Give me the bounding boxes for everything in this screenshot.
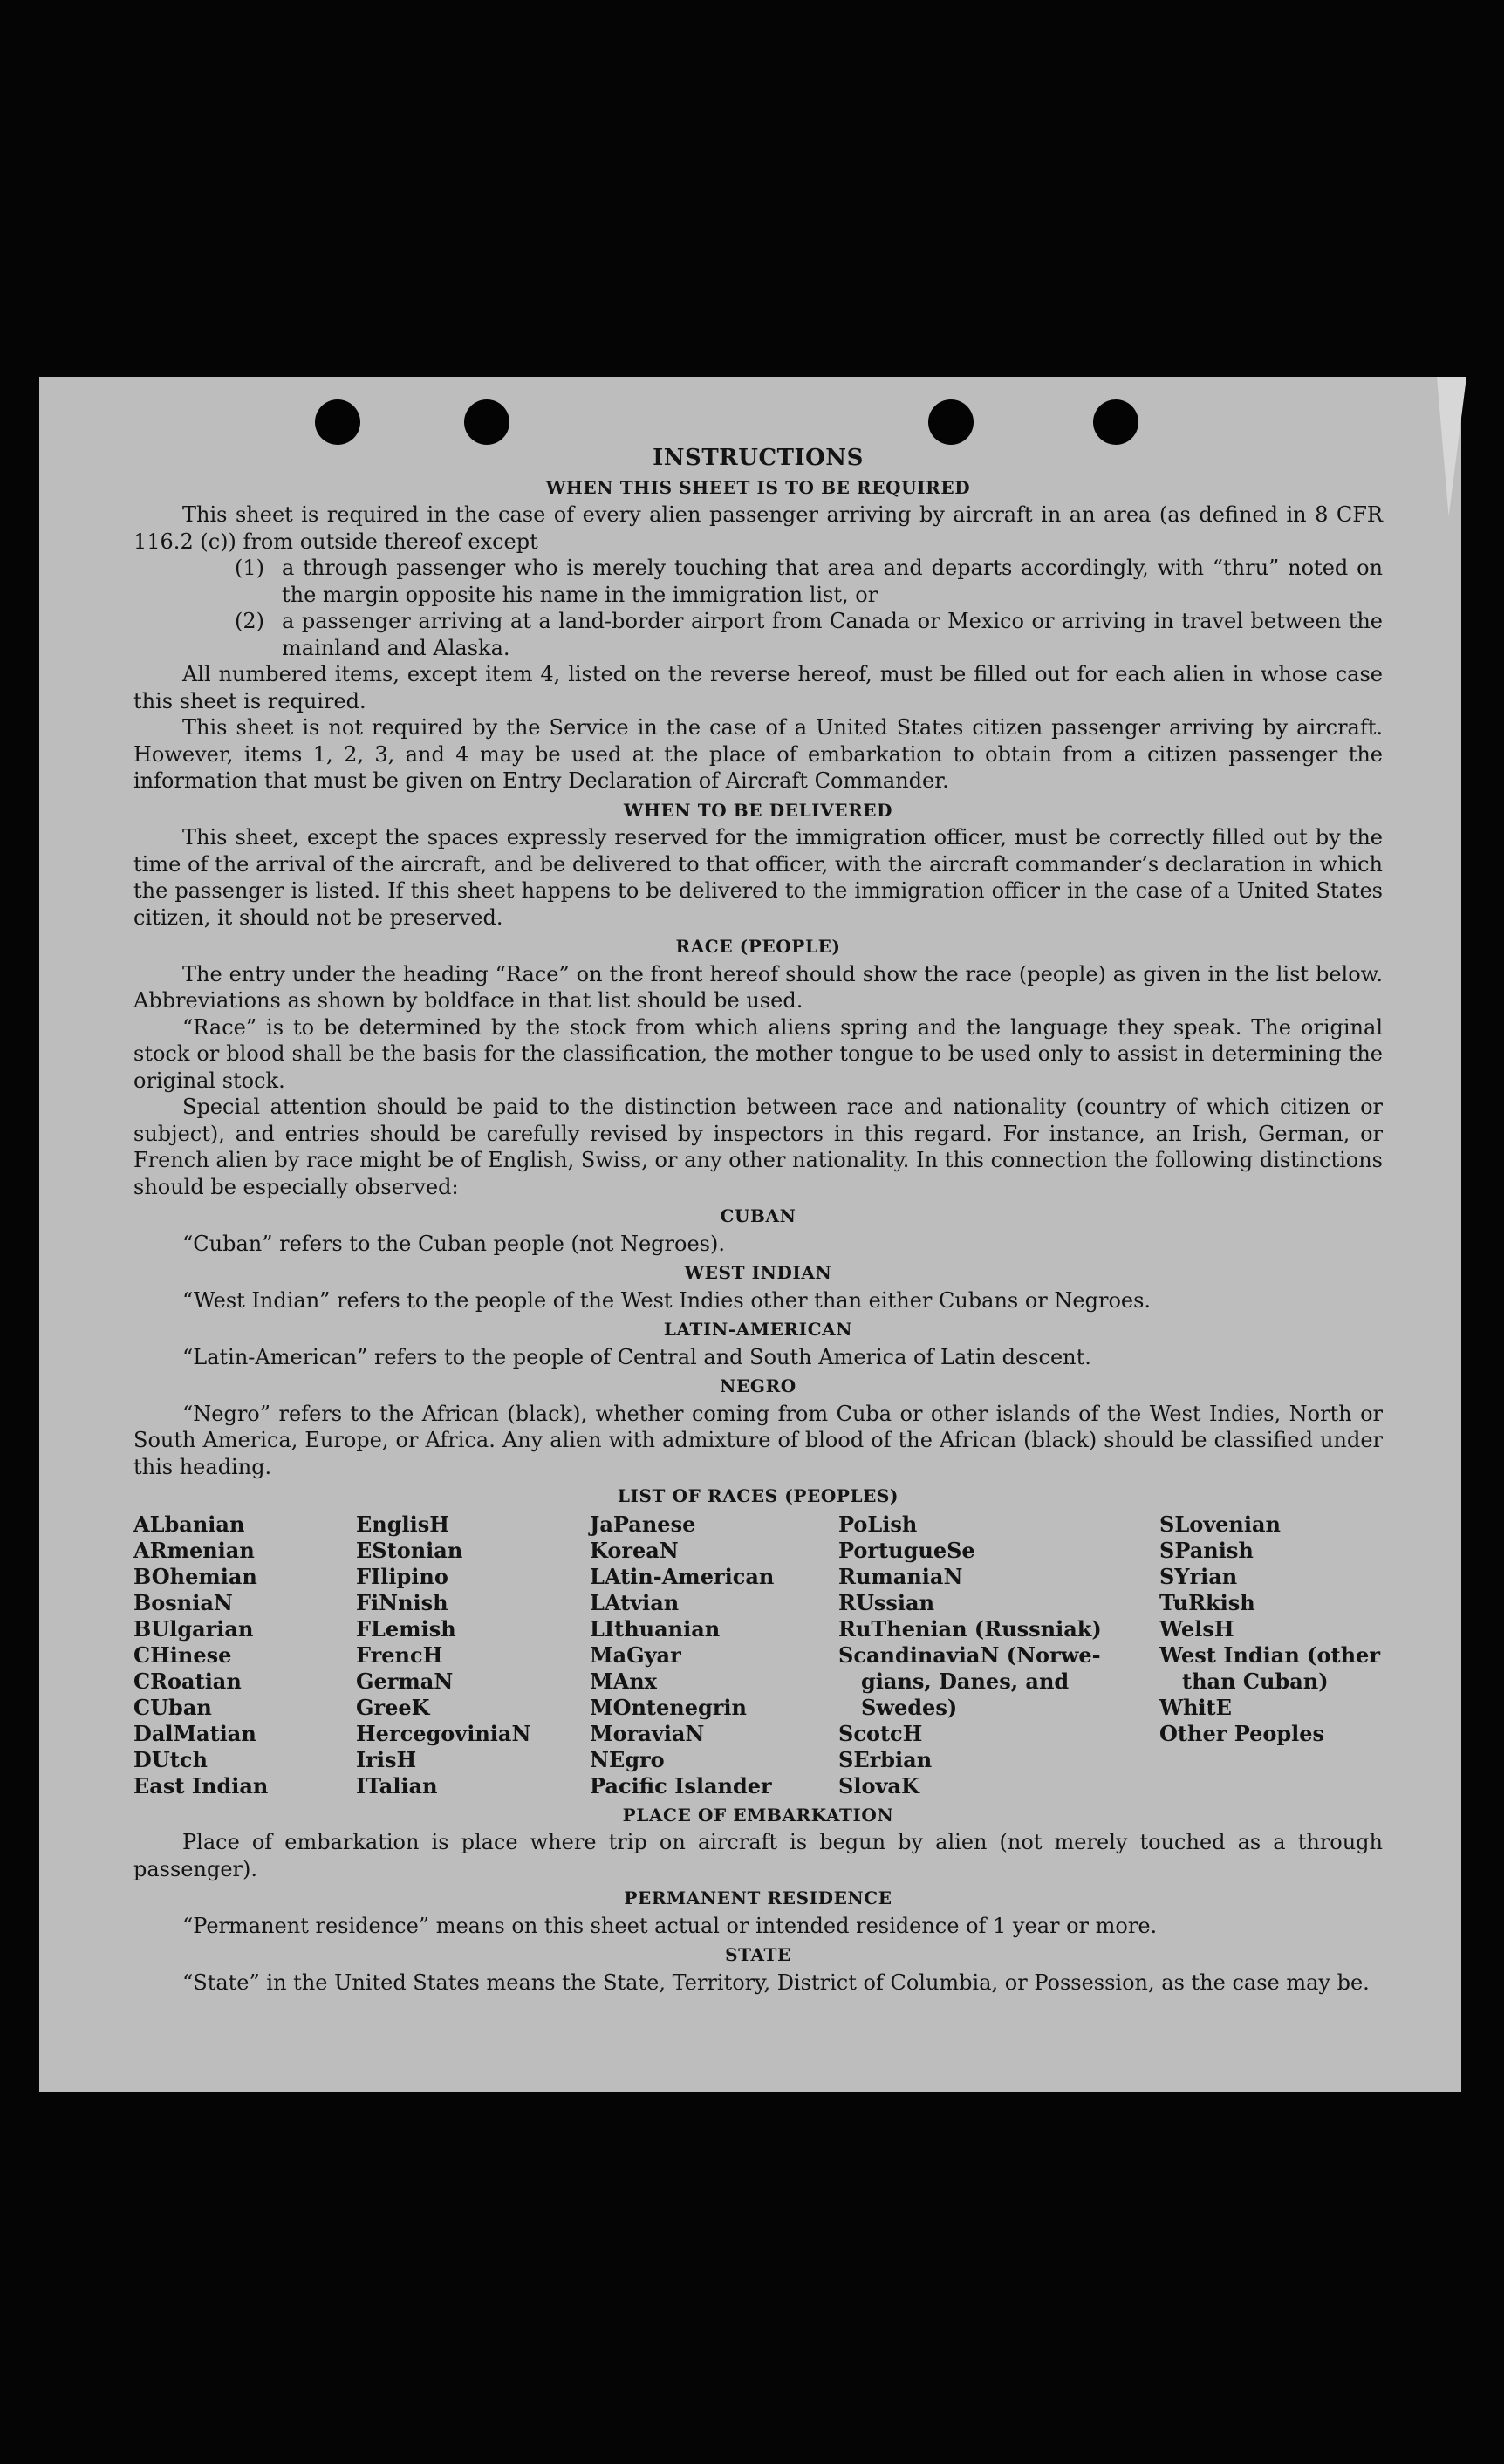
race-entry: SErbian <box>838 1746 933 1772</box>
section-heading-embarkation: PLACE OF EMBARKATION <box>622 1804 894 1826</box>
exception-item <box>133 608 1383 661</box>
race-entry: WhitE <box>1159 1694 1232 1720</box>
exception-number: (2) <box>235 609 264 633</box>
delivered-text: This sheet, except the spaces expressly reserved for the immigration officer, must be correctly filled out by the time of the arrival of the aircraft, and be delivered to that officer, with the aircraft commander’s declaration in which the passenger is listed. If this sheet happens to be delivered to the immigration officer in the case of a United States citizen, it should not be preserved. <box>133 825 1383 930</box>
race-entry: SPanish <box>1159 1537 1254 1563</box>
race-entry: FiNnish <box>356 1589 448 1615</box>
latin-american-text: “Latin-American” refers to the people of Central and South America of Latin descent. <box>182 1344 1091 1369</box>
races-list <box>133 1512 1383 1799</box>
embarkation-text: Place of embarkation is place where trip on aircraft is begun by alien (not merely touched as a through passenger). <box>133 1830 1383 1881</box>
race-entry: SlovaK <box>838 1772 919 1799</box>
race-entry: CUban <box>133 1694 212 1720</box>
races-column-1 <box>133 1512 356 1799</box>
race-entry: RUssian <box>838 1589 935 1615</box>
section-heading-race: RACE (PEOPLE) <box>675 936 841 957</box>
race-entry: BosniaN <box>133 1589 233 1615</box>
negro-text: “Negro” refers to the African (black), whether coming from Cuba or other islands of the West Indies, North or South America, Europe, or Africa. Any alien with admixture of blood of the African (black) should be classified under this heading. <box>133 1401 1383 1479</box>
race-entry: DalMatian <box>133 1720 256 1746</box>
race-entry: CRoatian <box>133 1668 242 1694</box>
section-heading-cuban: CUBAN <box>720 1205 796 1226</box>
required-paragraph-2: All numbered items, except item 4, listed on the reverse hereof, must be filled out for each alien in whose case this sheet is required. <box>133 662 1383 713</box>
race-entry: HercegoviniaN <box>356 1720 531 1746</box>
state-text: “State” in the United States means the State, Territory, District of Columbia, or Possession, as the case may be. <box>182 1969 1370 1995</box>
race-entry: Other Peoples <box>1159 1720 1325 1746</box>
race-entry: Pacific Islander <box>590 1772 772 1799</box>
race-entry: EStonian <box>356 1537 463 1563</box>
race-entry: IrisH <box>356 1746 417 1772</box>
races-column-2 <box>356 1512 590 1799</box>
race-entry: ALbanian <box>133 1511 245 1537</box>
race-entry: LAtin-American <box>590 1563 775 1589</box>
required-paragraph-3: This sheet is not required by the Service in the case of a United States citizen passenger arriving by aircraft. However, items 1, 2, 3, and 4 may be used at the place of embarkation to obtain from a citizen passenger the information that must be given on Entry Declaration of Aircraft Commander. <box>133 715 1383 793</box>
exception-item <box>133 555 1383 608</box>
race-paragraph-3: Special attention should be paid to the distinction between race and nationality (country of which citizen or subject), and entries should be carefully revised by inspectors in this regard. For instance, an Irish, German, or French alien by race might be of English, Swiss, or any other nationality. In this connection the following distinctions should be especially observed: <box>133 1095 1383 1199</box>
race-entry: MOntenegrin <box>590 1694 747 1720</box>
race-entry: RuThenian (Russniak) <box>838 1615 1102 1642</box>
punch-hole <box>464 399 509 445</box>
race-entry: ITalian <box>356 1772 438 1799</box>
race-entry: PortugueSe <box>838 1537 975 1563</box>
race-entry: EnglisH <box>356 1511 449 1537</box>
race-entry: FrencH <box>356 1642 443 1668</box>
race-entry: WelsH <box>1159 1615 1234 1642</box>
races-column-3 <box>590 1512 838 1799</box>
race-entry: ScotcH <box>838 1720 923 1746</box>
document-page <box>39 377 1461 2092</box>
race-entry: RumaniaN <box>838 1563 963 1589</box>
race-entry: BUlgarian <box>133 1615 254 1642</box>
cuban-text: “Cuban” refers to the Cuban people (not Negroes). <box>182 1231 725 1256</box>
section-heading-delivered: WHEN TO BE DELIVERED <box>623 799 893 821</box>
section-heading-residence: PERMANENT RESIDENCE <box>624 1887 892 1908</box>
west-indian-text: “West Indian” refers to the people of the West Indies other than either Cubans or Negroes. <box>182 1287 1152 1313</box>
race-entry: MoraviaN <box>590 1720 705 1746</box>
race-entry: JaPanese <box>590 1511 696 1537</box>
race-entry: East Indian <box>133 1772 269 1799</box>
race-entry: SYrian <box>1159 1563 1238 1589</box>
race-entry: ScandinaviaN (Norwe- <box>838 1642 1101 1668</box>
exception-number: (1) <box>235 556 264 580</box>
section-heading-negro: NEGRO <box>720 1375 796 1396</box>
required-intro: This sheet is required in the case of every alien passenger arriving by aircraft in an area (as defined in 8 CFR 116.2 (c)) from outside thereof except <box>133 502 1383 554</box>
race-entry: SLovenian <box>1159 1511 1281 1537</box>
races-column-5 <box>1159 1512 1383 1799</box>
race-paragraph-1: The entry under the heading “Race” on the front hereof should show the race (people) as given in the list below. Abbreviations as shown by boldface in that list should be used. <box>133 961 1383 1013</box>
race-entry: LAtvian <box>590 1589 680 1615</box>
section-heading-west-indian: WEST INDIAN <box>684 1262 832 1283</box>
race-entry: FLemish <box>356 1615 456 1642</box>
race-entry: KoreaN <box>590 1537 679 1563</box>
race-entry: BOhemian <box>133 1563 257 1589</box>
race-entry-continued: Swedes) <box>861 1694 958 1720</box>
race-entry: ARmenian <box>133 1537 255 1563</box>
race-entry: MAnx <box>590 1668 657 1694</box>
race-entry: GermaN <box>356 1668 454 1694</box>
race-entry: LIthuanian <box>590 1615 721 1642</box>
race-entry: West Indian (other <box>1159 1642 1380 1668</box>
page-title: INSTRUCTIONS <box>653 445 864 471</box>
race-entry-continued: gians, Danes, and <box>861 1668 1070 1694</box>
section-heading-latin-american: LATIN-AMERICAN <box>663 1319 853 1340</box>
punch-hole <box>1093 399 1138 445</box>
race-paragraph-2: “Race” is to be determined by the stock from which aliens spring and the language they speak. The original stock or blood shall be the basis for the classification, the mother tongue to be used only to assist in determining the original stock. <box>133 1014 1383 1093</box>
race-entry: TuRkish <box>1159 1589 1255 1615</box>
race-entry: FIlipino <box>356 1563 448 1589</box>
punch-hole <box>315 399 360 445</box>
race-entry-continued: than Cuban) <box>1182 1668 1329 1694</box>
races-column-4 <box>838 1512 1159 1799</box>
torn-edge <box>1437 377 1466 516</box>
race-entry: DUtch <box>133 1746 208 1772</box>
race-entry: PoLish <box>838 1511 918 1537</box>
residence-text: “Permanent residence” means on this sheet actual or intended residence of 1 year or more. <box>182 1913 1158 1938</box>
race-entry: GreeK <box>356 1694 430 1720</box>
exception-text: a through passenger who is merely touching that area and departs accordingly, with “thru” noted on the margin opposite his name in the immigration list, or <box>282 556 1383 607</box>
race-entry: CHinese <box>133 1642 232 1668</box>
exception-text: a passenger arriving at a land-border airport from Canada or Mexico or arriving in travel between the mainland and Alaska. <box>282 609 1383 660</box>
section-heading-required: WHEN THIS SHEET IS TO BE REQUIRED <box>545 476 971 498</box>
section-heading-state: STATE <box>725 1944 791 1965</box>
race-entry: NEgro <box>590 1746 665 1772</box>
section-heading-list-of-races: LIST OF RACES (PEOPLES) <box>617 1485 899 1506</box>
punch-hole <box>928 399 974 445</box>
race-entry: MaGyar <box>590 1642 681 1668</box>
